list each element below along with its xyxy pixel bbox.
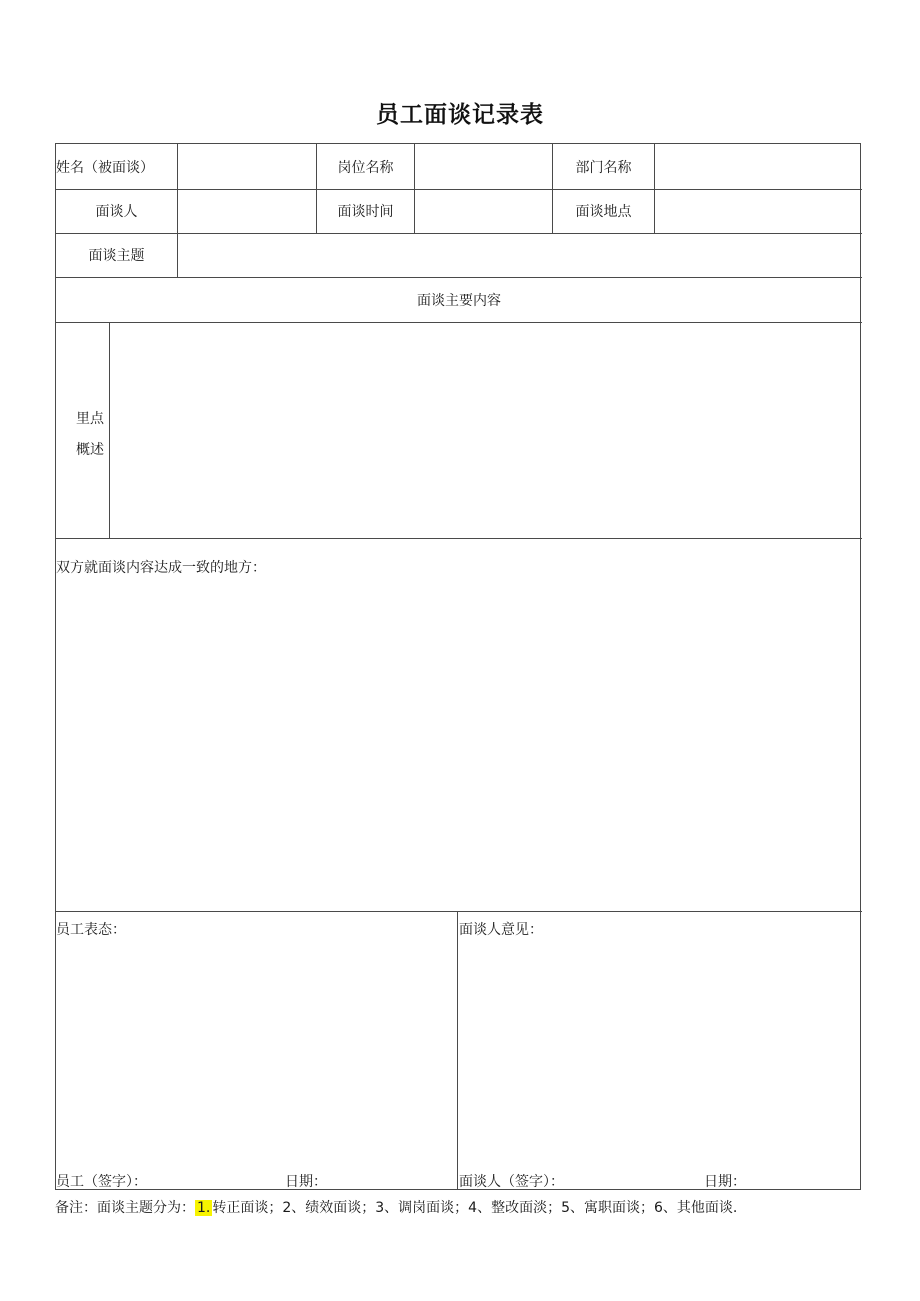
employee-attitude-textarea[interactable] <box>58 944 455 1159</box>
position-label: 岗位名称 <box>337 159 394 176</box>
agreement-textarea[interactable] <box>58 584 860 909</box>
col-divider <box>457 911 458 1190</box>
row-divider <box>56 911 862 912</box>
position-field[interactable] <box>415 145 551 188</box>
employee-signature-label: 员工（签字）： <box>56 1174 147 1190</box>
form-title: 员工面谈记录表 <box>376 102 544 128</box>
interviewer-field[interactable] <box>178 190 315 232</box>
interviewer-label: 面谈人 <box>95 204 138 220</box>
place-label: 面谈地点 <box>575 204 632 220</box>
department-label: 部门名称 <box>575 159 632 176</box>
interviewer-opinion-label: 面谈人意见： <box>459 922 543 938</box>
footnote-prefix: 备注：面谈主题分为： <box>55 1200 195 1216</box>
time-label: 面谈时间 <box>337 204 394 220</box>
agreement-label: 双方就面谈内容达成一致的地方： <box>56 560 266 576</box>
footnote-highlight: 1. <box>197 1200 211 1216</box>
summary-label-line2: 概述 <box>76 442 104 458</box>
interviewer-opinion-textarea[interactable] <box>460 944 860 1159</box>
footnote <box>55 1197 737 1217</box>
employee-attitude-label: 员工表态： <box>56 922 126 938</box>
interviewer-date-label: 日期： <box>704 1174 746 1190</box>
name-label: 姓名（被面谈） <box>56 159 154 176</box>
summary-label <box>56 404 104 466</box>
row-divider <box>56 322 862 323</box>
topic-label: 面谈主题 <box>88 248 145 264</box>
time-field[interactable] <box>415 190 551 232</box>
summary-label-line1: 里点 <box>76 411 104 427</box>
footnote-rest: 转正面谈；2、绩效面谈；3、调岗面谈；4、整改面淡；5、寓职面谈；6、其他面谈. <box>212 1200 738 1216</box>
department-field[interactable] <box>655 145 860 188</box>
topic-field[interactable] <box>178 234 860 276</box>
col-divider <box>109 322 110 538</box>
content-header: 面谈主要内容 <box>417 292 501 309</box>
interviewer-signature-label: 面谈人（签字）： <box>459 1174 564 1190</box>
place-field[interactable] <box>655 190 860 232</box>
summary-textarea[interactable] <box>111 324 860 536</box>
row-divider <box>56 538 862 539</box>
employee-date-label: 日期： <box>285 1174 327 1190</box>
name-field[interactable] <box>178 145 315 188</box>
interview-record-form <box>55 143 861 1190</box>
